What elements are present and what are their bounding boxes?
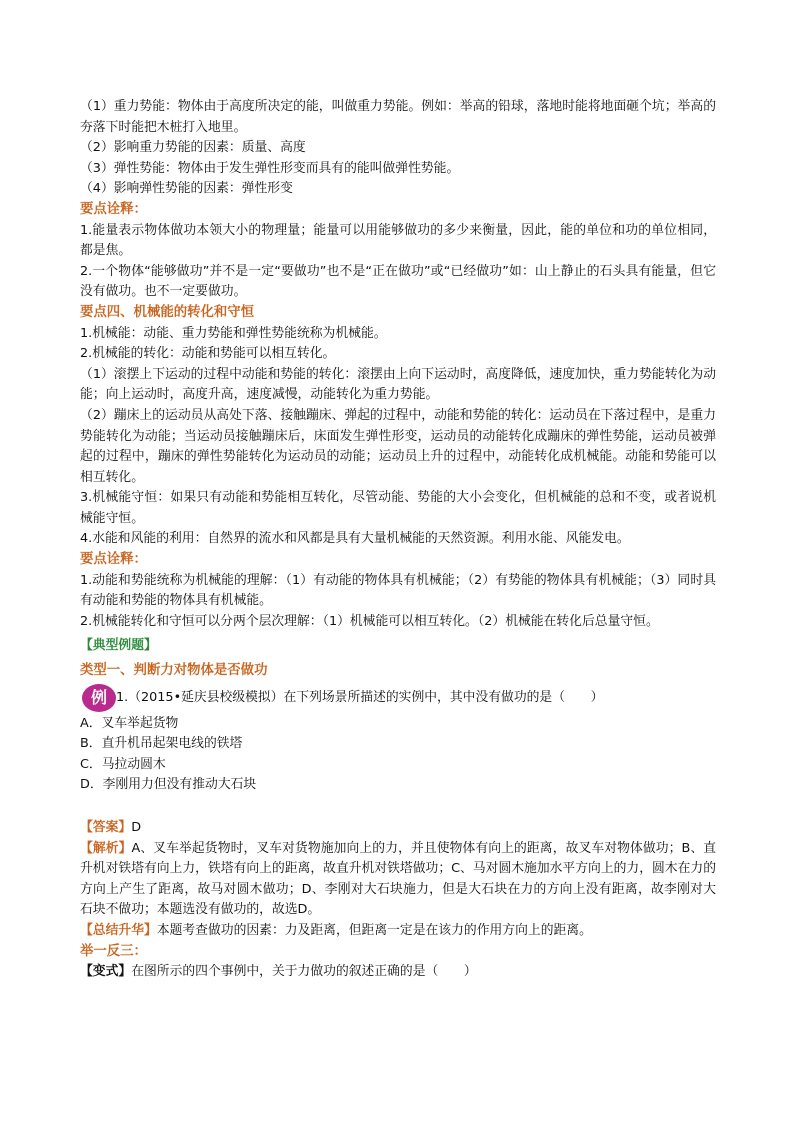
- key-point-note-heading: 要点诠释：: [80, 201, 147, 217]
- water-wind-energy: 4.水能和风能的利用：自然界的流水和风都是具有大量机械能的天然资源。利用水能、风能发电。: [80, 531, 630, 547]
- answer-value: D: [131, 820, 142, 835]
- typical-examples-label: 典型例题: [92, 638, 144, 654]
- mechanical-energy-conversion: 2.机械能的转化：动能和势能可以相互转化。: [80, 346, 336, 362]
- bracket-close: 】: [143, 638, 157, 654]
- note-conversion-levels: 2.机械能转化和守恒可以分两个层次理解：（1）机械能可以相互转化。（2）机械能在转化后总量守恒。: [80, 613, 659, 629]
- type-one-heading: 类型一、判断力对物体是否做功: [80, 663, 268, 679]
- paragraph-gravitational-factors: （2）影响重力势能的因素：质量、高度: [80, 140, 306, 156]
- variant-line: [80, 962, 716, 983]
- document-content: [80, 97, 716, 983]
- option-d: D．李刚用力但没有推动大石块: [80, 777, 257, 793]
- paragraph-elastic-pe: （3）弹性势能：物体由于发生弹性形变而具有的能叫做弹性势能。: [80, 160, 460, 176]
- summary-text: 本题考查做功的因素：力及距离，但距离一定是在该力的作用方向上的距离。: [156, 922, 592, 938]
- option-c: C．马拉动圆木: [80, 756, 166, 772]
- example-badge-icon: 例: [82, 684, 116, 712]
- answer-label: 【答案】: [80, 820, 132, 835]
- conversion-trampoline: （2）蹦床上的运动员从高处下落、接触蹦床、弹起的过程中，动能和势能的转化：运动员在下落过程中，是重力势能转化为动能；当运动员接触蹦床后，床面发生弹性形变，运动员的动能转化成蹦床的弹性势能，运动员被弹起的过程中，蹦床的弹性势能转化为运动员的动能；运动员上升的过程中，动能转化成机械能。动能和势能可以相互转化。: [80, 407, 716, 485]
- analysis-label: 【解析】: [80, 840, 132, 856]
- note-mechanical-energy-understanding: 1.动能和势能统称为机械能的理解：（1）有动能的物体具有机械能；（2）有势能的物体具有机械能；（3）同时具有动能和势能的物体具有机械能。: [80, 572, 716, 609]
- summary-label: 【总结升华】: [80, 922, 157, 938]
- mechanical-energy-definition: 1.机械能：动能、重力势能和弹性势能统称为机械能。: [80, 325, 387, 341]
- variant-text: 在图所示的四个事例中，关于力做功的叙述正确的是（ ）: [131, 964, 477, 980]
- example-question: 1.（2015•延庆县校级模拟）在下列场景所描述的实例中，其中没有做功的是（ ）: [116, 689, 604, 705]
- typical-examples-heading: [80, 636, 716, 657]
- bracket-open: 【: [80, 638, 93, 654]
- key-point-note-heading-2: 要点诠释：: [80, 552, 147, 568]
- analysis-text: A、叉车举起货物时，叉车对货物施加向上的力，并且使物体有向上的距离，故叉车对物体做功；B、直升机对铁塔有向上力，铁塔有向上的距离，故直升机对铁塔做功；C、马对圆木施加水平方向上的力，圆木在力的方向上产生了距离，故马对圆木做功；D、李刚对大石块施力，但是大石块在力的方向上没有距离，故李刚对大石块不做功；本题选没有做功的，故选D。: [80, 840, 716, 918]
- conservation-of-mechanical-energy: 3.机械能守恒：如果只有动能和势能相互转化，尽管动能、势能的大小会变化，但机械能的总和不变，或者说机械能守恒。: [80, 490, 716, 526]
- option-a: A．叉车举起货物: [80, 715, 179, 731]
- answer-line: [80, 818, 716, 839]
- extend-heading: 举一反三：: [80, 943, 147, 959]
- option-b: B．直升机吊起架电线的铁塔: [80, 736, 243, 752]
- section-heading-mechanical-energy: 要点四、机械能的转化和守恒: [80, 304, 255, 320]
- note-can-do-work: 2.一个物体“能够做功”并不是一定“要做功”也不是“正在做功”或“已经做功”如：山上静止的石头具有能量，但它没有做功。也不一定要做功。: [80, 263, 716, 300]
- variant-label: 【变式】: [80, 964, 132, 980]
- summary-line: [80, 921, 716, 942]
- paragraph-gravitational-pe: （1）重力势能：物体由于高度所决定的能，叫做重力势能。例如：举高的铅球，落地时能将地面砸个坑；举高的夯落下时能把木桩打入地里。: [80, 99, 716, 135]
- example-question-row: [80, 684, 716, 714]
- conversion-pendulum: （1）滚摆上下运动的过程中动能和势能的转化：滚摆由上向下运动时，高度降低，速度加快，重力势能转化为动能；向上运动时，高度升高，速度减慢，动能转化为重力势能。: [80, 366, 716, 403]
- analysis-paragraph: [80, 839, 716, 921]
- paragraph-elastic-factors: （4）影响弹性势能的因素：弹性形变: [80, 181, 293, 197]
- note-energy-unit: 1.能量表示物体做功本领大小的物理量；能量可以用能够做功的多少来衡量，因此，能的单位和功的单位相同，都是焦。: [80, 222, 716, 259]
